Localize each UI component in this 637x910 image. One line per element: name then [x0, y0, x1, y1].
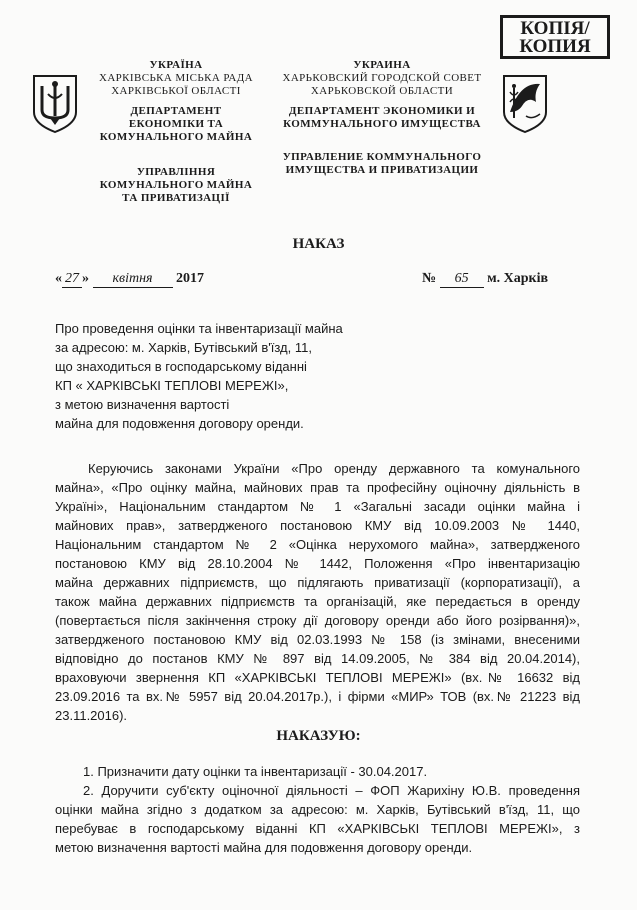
document-title: НАКАЗ	[292, 236, 345, 252]
number-city: м. Харків	[487, 271, 549, 286]
order-item-2-line: оцінки майна згідно з додатком за адресою: м. Харків, Бутівський в'їзд, 11, що	[55, 802, 580, 817]
department-ua	[88, 105, 264, 144]
body-line: також майна державних підприємств та організацій, яке передається в оренду	[55, 594, 580, 609]
body-line: постановою КМУ від 28.10.2004 № 1442, Положення «Про інвентаризацію	[55, 556, 580, 571]
copy-stamp	[500, 15, 610, 59]
order-item-2-line: перебуває в господарському віданні КП «ХАРКІВСЬКІ ТЕПЛОВІ МЕРЕЖІ», з	[55, 821, 580, 836]
ukraine-coat-of-arms-icon	[30, 72, 80, 134]
header-ukrainian	[88, 59, 264, 205]
department-ru-line-1: ДЕПАРТАМЕНТ ЭКОНОМИКИ И	[288, 105, 476, 117]
subject-line: що знаходиться в господарському віданні	[55, 359, 307, 374]
subject-line: Про проведення оцінки та інвентаризації майна	[55, 321, 343, 336]
department-ua-line-3: КОМУНАЛЬНОГО МАЙНА	[99, 131, 253, 143]
office-ua	[88, 166, 264, 205]
date-quote-open: «	[55, 271, 62, 286]
body-line: Україні», Національним стандартом № 1 «Загальні засади оцінки майна і	[55, 499, 580, 514]
order-heading: НАКАЗУЮ:	[276, 728, 361, 744]
office-ru-line-2: ИМУЩЕСТВА И ПРИВАТИЗАЦИИ	[285, 164, 479, 176]
order-item-2-line: 2. Доручити суб'єкту оціночної діяльності – ФОП Жарихіну Ю.В. проведення	[83, 783, 580, 798]
kharkiv-coat-of-arms-icon	[500, 72, 550, 134]
body-line: Керуючись законами України «Про оренду державного та комунального	[88, 461, 580, 476]
body-line: майна», «Про оцінку майна, майнових прав та професійну оціночну діяльність в	[55, 480, 580, 495]
council-ua-line-2: ХАРКІВСЬКОЇ ОБЛАСТІ	[111, 85, 241, 97]
subject-line: за адресою: м. Харків, Бутівський в'їзд, 11,	[55, 340, 312, 355]
body-line: (повертається після закінчення строку дії договору оренди або його розірвання)»,	[55, 613, 580, 628]
office-ua-line-2: КОМУНАЛЬНОГО МАЙНА	[99, 179, 253, 191]
order-items	[55, 762, 580, 857]
date-year: 2017	[176, 271, 204, 286]
preamble-paragraph	[55, 459, 580, 725]
country-ua: УКРАЇНА	[149, 59, 203, 71]
body-line: 23.11.2016).	[55, 708, 128, 723]
department-ua-line-1: ДЕПАРТАМЕНТ	[130, 105, 222, 117]
order-item-2-line: метою визначення вартості майна для подовження договору оренди.	[55, 840, 473, 855]
department-ru	[268, 105, 496, 131]
header-russian	[268, 59, 496, 177]
office-ru	[268, 151, 496, 177]
council-ru-line-1: ХАРЬКОВСКИЙ ГОРОДСКОЙ СОВЕТ	[282, 72, 482, 84]
date-day: 27	[62, 271, 82, 288]
body-line: 23.09.2016 та вх.№ 5957 від 20.04.2017р.), і фірми «МИР» ТОВ (вх.№ 21223 від	[55, 689, 580, 704]
date-month: квітня	[93, 271, 173, 288]
department-ua-line-2: ЕКОНОМІКИ ТА	[128, 118, 224, 130]
date-quote-close: »	[82, 271, 89, 286]
body-line: Національним стандартом № 2 «Оцінка нерухомого майна», затвердженого	[55, 537, 580, 552]
stamp-line-1: КОПІЯ/	[520, 18, 590, 39]
number-value: 65	[440, 271, 484, 288]
subject-line: КП « ХАРКІВСЬКІ ТЕПЛОВІ МЕРЕЖІ»,	[55, 378, 289, 393]
order-number	[422, 271, 548, 288]
order-date	[55, 271, 204, 288]
office-ua-line-1: УПРАВЛІННЯ	[136, 166, 216, 178]
subject-line: з метою визначення вартості	[55, 397, 230, 412]
body-line: відповідно до постанов КМУ № 897 від 14.09.2005, № 384 від 20.04.2014),	[55, 651, 580, 666]
body-line: враховуючи звернення КП «ХАРКІВСЬКІ ТЕПЛОВІ МЕРЕЖІ» (вх.№ 16632 від	[55, 670, 580, 685]
order-item-1: 1. Призначити дату оцінки та інвентаризації - 30.04.2017.	[83, 764, 428, 779]
body-line: затвердженого постановою КМУ від 02.03.1993 № 158 (із змінами, внесеними	[55, 632, 580, 647]
body-line: майна державних підприємств, що підлягають приватизації (корпоратизації), а	[55, 575, 580, 590]
council-ua-line-1: ХАРКІВСЬКА МІСЬКА РАДА	[98, 72, 254, 84]
number-label: №	[422, 271, 437, 286]
office-ru-line-1: УПРАВЛЕНИЕ КОММУНАЛЬНОГО	[282, 151, 482, 163]
stamp-line-2: КОПИЯ	[519, 36, 591, 57]
department-ru-line-2: КОММУНАЛЬНОГО ИМУЩЕСТВА	[283, 118, 481, 130]
subject-line: майна для подовження договору оренди.	[55, 416, 304, 431]
body-line: майнових прав», затвердженого постановою КМУ від 10.09.2003 № 1440,	[55, 518, 580, 533]
council-ru-line-2: ХАРЬКОВСКОЙ ОБЛАСТИ	[310, 85, 454, 97]
office-ua-line-3: ТА ПРИВАТИЗАЦІЇ	[122, 192, 230, 204]
order-subject	[55, 319, 375, 433]
country-ru: УКРАИНА	[353, 59, 411, 71]
